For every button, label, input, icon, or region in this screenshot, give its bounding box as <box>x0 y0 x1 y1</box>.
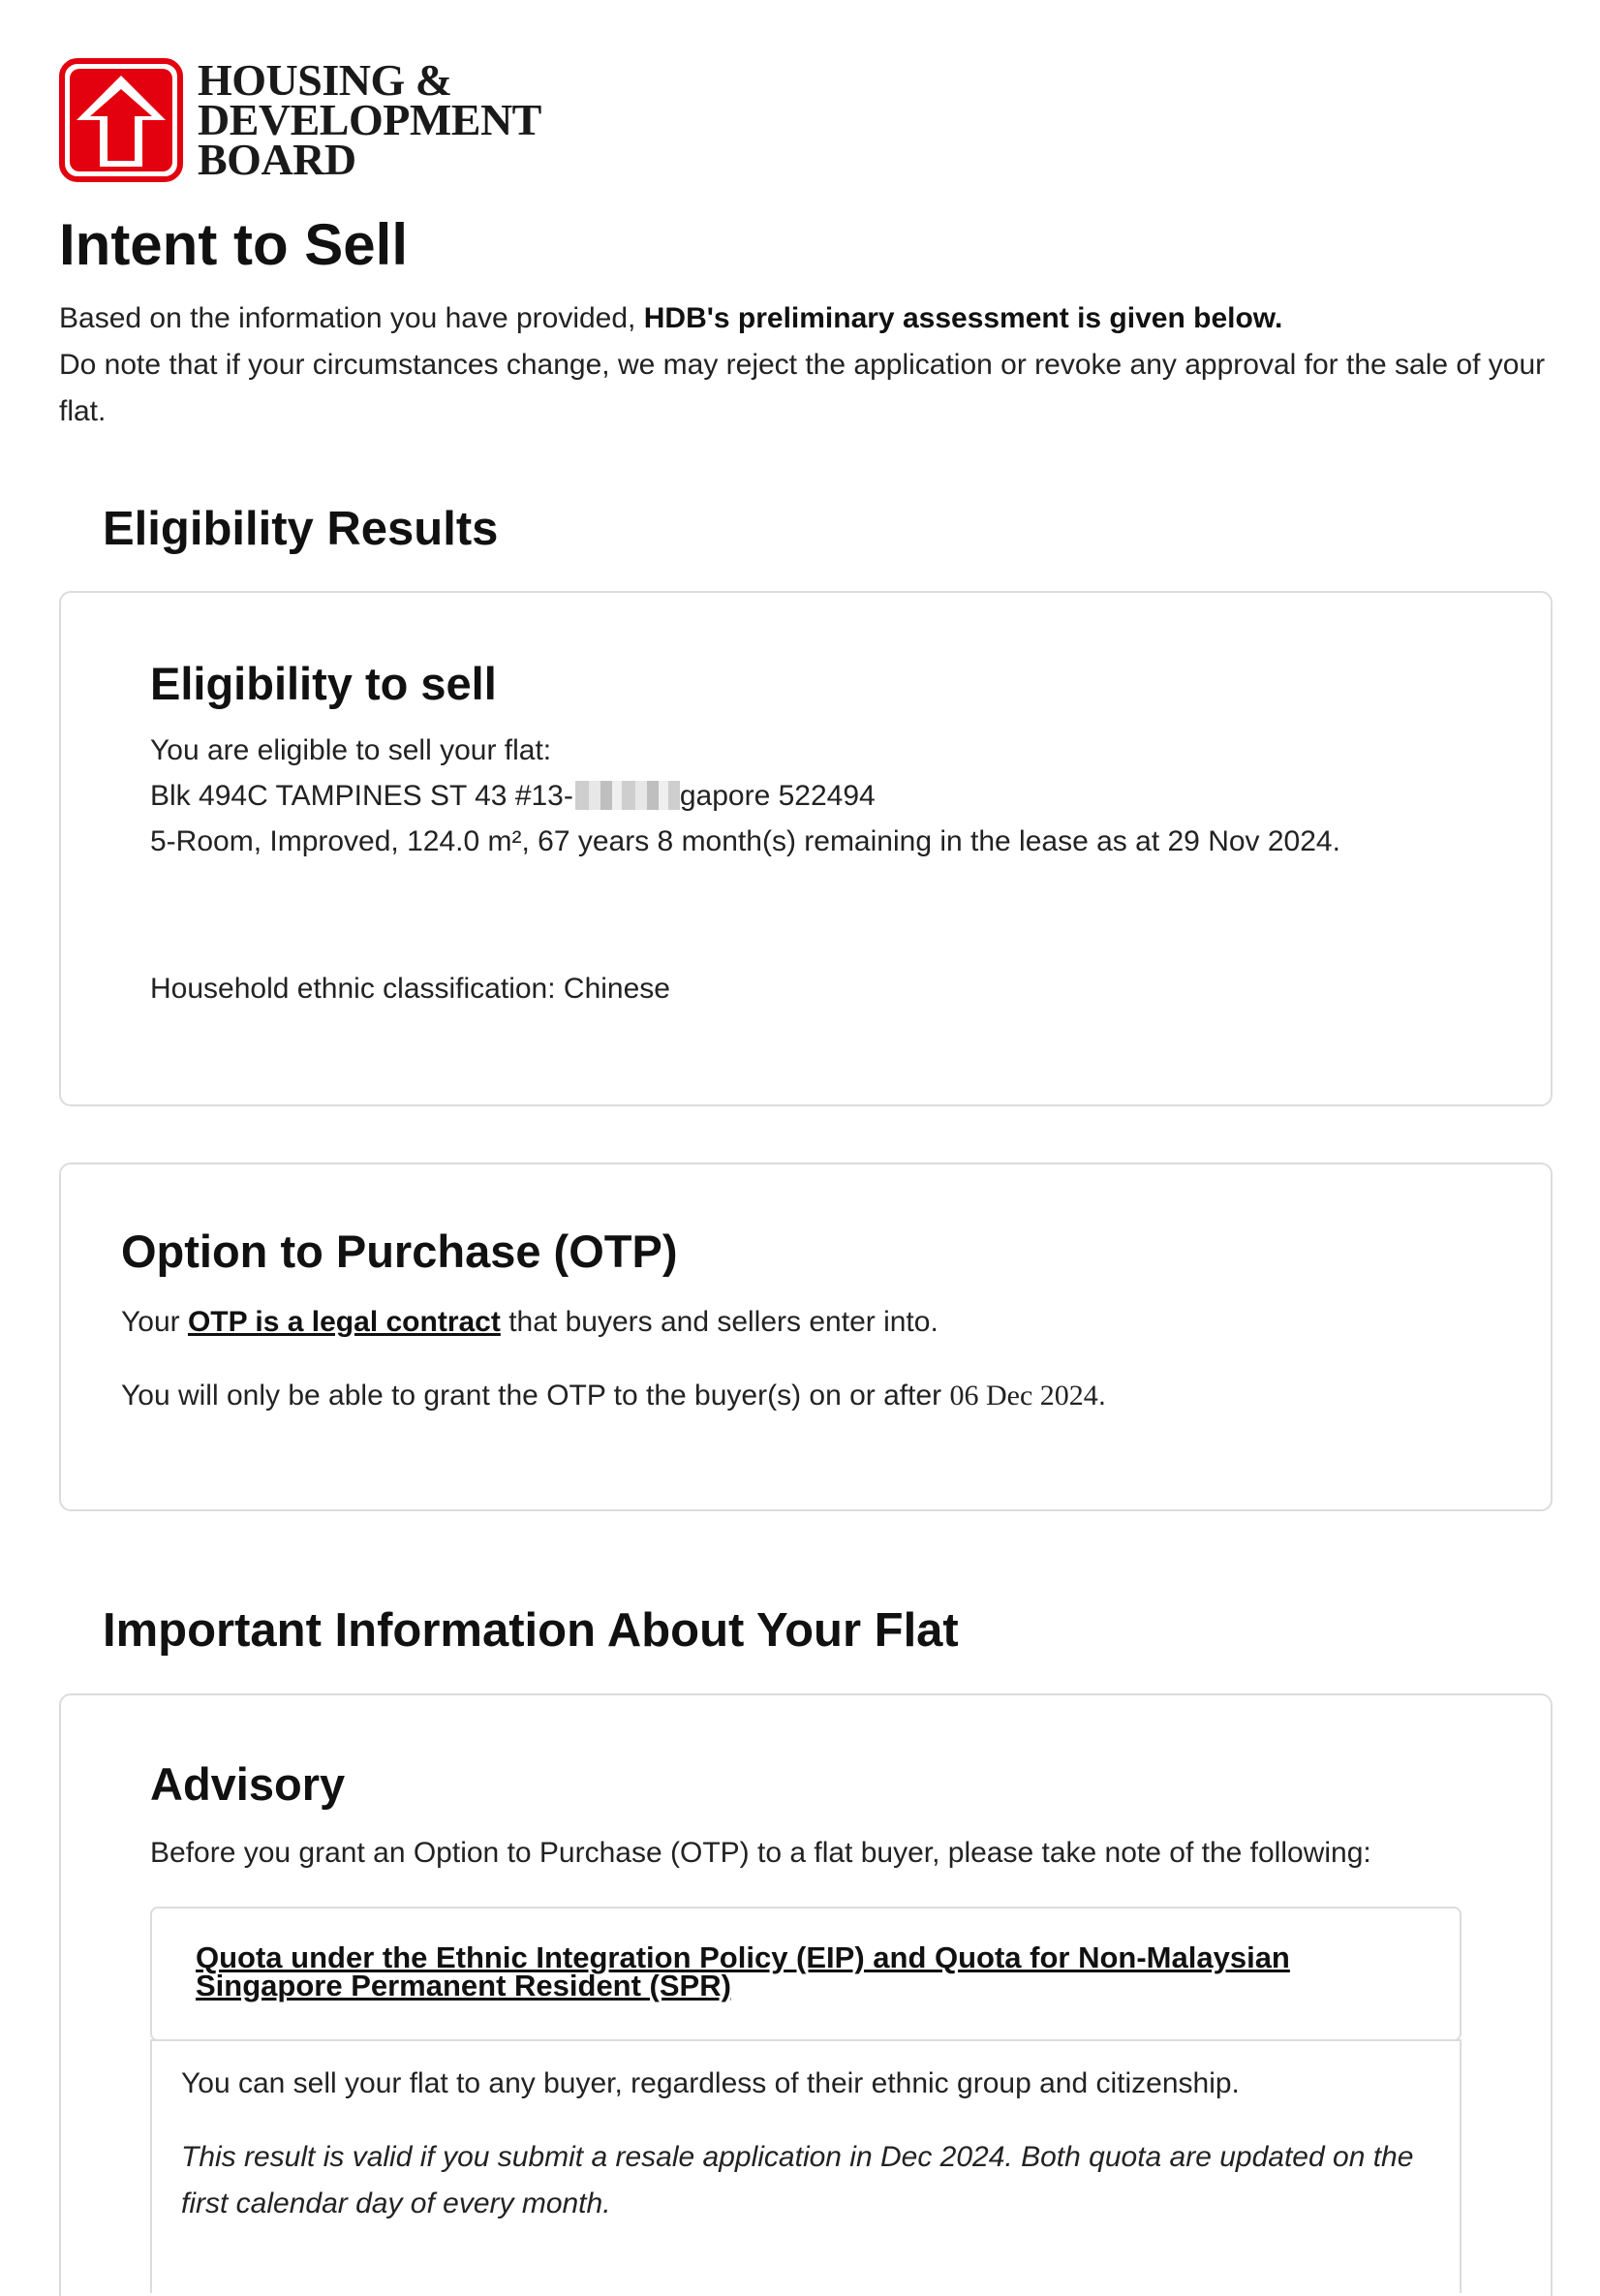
logo-line-3: BOARD <box>198 135 356 184</box>
address-prefix: Blk 494C TAMPINES ST 43 #13- <box>150 780 573 812</box>
page-title: Intent to Sell <box>59 212 408 277</box>
eligibility-results-heading: Eligibility Results <box>103 503 499 555</box>
address-suffix: gapore 522494 <box>679 780 876 812</box>
flat-details: 5-Room, Improved, 124.0 m², 67 years 8 month(s) remaining in the lease as at 29 Nov 2024. <box>150 825 1340 857</box>
otp-line1-suffix: that buyers and sellers enter into. <box>500 1306 938 1338</box>
otp-line1-prefix: Your <box>121 1306 188 1338</box>
otp-line2-suffix: . <box>1097 1380 1107 1412</box>
important-info-heading: Important Information About Your Flat <box>103 1604 959 1657</box>
otp-line2-prefix: You will only be able to grant the OTP to the buyer(s) on or after <box>121 1380 950 1412</box>
eligibility-card <box>59 591 1553 1106</box>
eip-quota-accordion[interactable] <box>150 1907 1462 2041</box>
otp-grant-date: 06 Dec 2024 <box>949 1380 1098 1412</box>
redacted-address <box>575 781 680 810</box>
intro-line2: Do note that if your circumstances change, we may reject the application or revoke any approval for the sale of your flat. <box>59 349 1546 427</box>
advisory-heading: Advisory <box>150 1758 346 1810</box>
ethnic-classification: Household ethnic classification: Chinese <box>150 973 670 1005</box>
otp-card <box>59 1163 1553 1511</box>
otp-grant-date-text <box>121 1380 1106 1412</box>
eligible-text: You are eligible to sell your flat: <box>150 734 552 766</box>
logo-line-1: HOUSING & <box>198 55 452 105</box>
otp-legal-contract-text <box>121 1306 938 1339</box>
flat-address <box>150 780 876 813</box>
otp-legal-contract-link[interactable]: OTP is a legal contract <box>187 1306 501 1338</box>
logo-line-2: DEVELOPMENT <box>198 95 541 144</box>
intro-line1-bold: HDB's preliminary assessment is given below. <box>643 302 1283 334</box>
otp-heading: Option to Purchase (OTP) <box>121 1226 678 1277</box>
eip-validity-note: This result is valid if you submit a resale application in Dec 2024. Both quota are updated on the first calendar day of every month. <box>181 2141 1414 2219</box>
advisory-intro: Before you grant an Option to Purchase (OTP) to a flat buyer, please take note of the following: <box>150 1837 1371 1869</box>
eip-result-text: You can sell your flat to any buyer, regardless of their ethnic group and citizenship. <box>181 2067 1240 2099</box>
intro-text <box>59 295 1551 435</box>
logo-wordmark <box>198 55 541 184</box>
intro-line1-prefix: Based on the information you have provided, <box>59 302 644 334</box>
hdb-house-arrow-icon <box>59 58 183 182</box>
advisory-card <box>59 1693 1553 2296</box>
eip-quota-result <box>150 2039 1462 2293</box>
eligibility-to-sell-heading: Eligibility to sell <box>150 658 497 709</box>
eip-quota-link[interactable]: Quota under the Ethnic Integration Policy (EIP) and Quota for Non-Malaysian Singapore Permanent Resident (SPR) <box>196 1940 1290 2002</box>
hdb-logo[interactable] <box>59 55 601 184</box>
